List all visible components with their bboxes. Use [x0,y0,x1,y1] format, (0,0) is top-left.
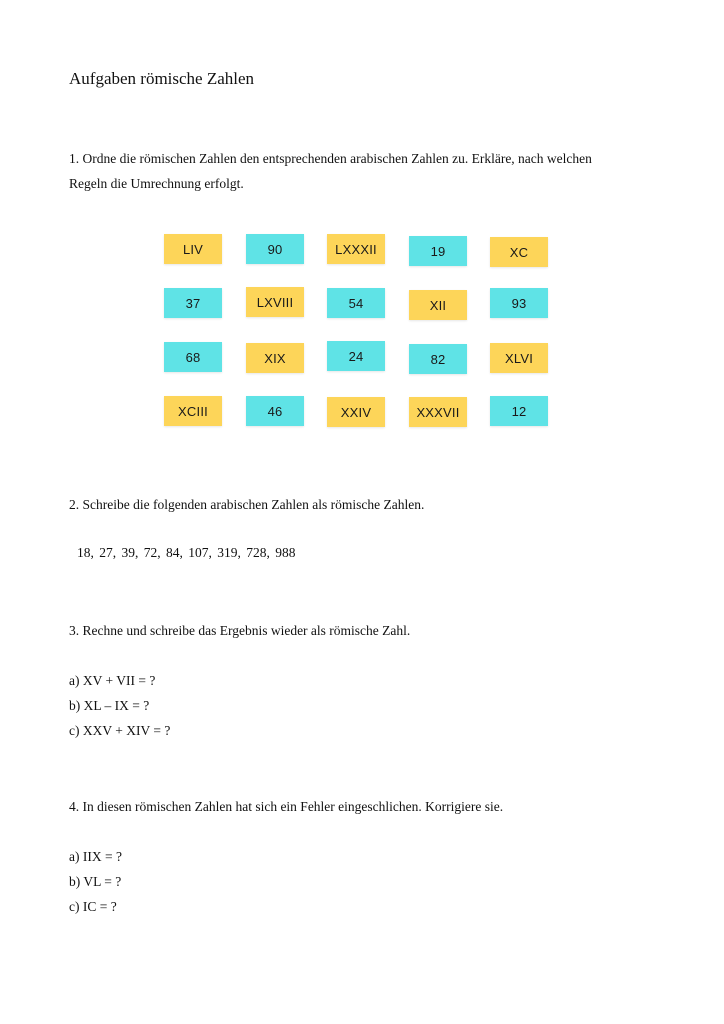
card: 24 [327,341,385,371]
card: LIV [164,234,222,264]
card: 19 [409,236,467,266]
card: XC [490,237,548,267]
card-grid [163,232,553,432]
card: 12 [490,396,548,426]
task3-item-a: a) XV + VII = ? [69,673,156,688]
card: XXXVII [409,397,467,427]
card: LXXXII [327,234,385,264]
card: XCIII [164,396,222,426]
task4-item-c: c) IC = ? [69,899,117,914]
card: 54 [327,288,385,318]
task2-heading: 2. Schreibe die folgenden arabischen Zahlen als römische Zahlen. [69,497,425,512]
card: XII [409,290,467,320]
task1-text [69,146,669,196]
card: 82 [409,344,467,374]
task4-item-a: a) IIX = ? [69,849,122,864]
card: LXVIII [246,287,304,317]
card: XXIV [327,397,385,427]
task4-heading: 4. In diesen römischen Zahlen hat sich ein Fehler eingeschlichen. Korrigiere sie. [69,799,504,814]
task2-numbers: 18, 27, 39, 72, 84, 107, 319, 728, 988 [77,545,296,560]
card: 68 [164,342,222,372]
card: 46 [246,396,304,426]
task3-item-c: c) XXV + XIV = ? [69,723,171,738]
card: XLVI [490,343,548,373]
page-title: Aufgaben römische Zahlen [69,69,255,88]
card: XIX [246,343,304,373]
card: 90 [246,234,304,264]
task1-line1: 1. Ordne die römischen Zahlen den entsprechenden arabischen Zahlen zu. Erkläre, nach welchen [69,151,592,166]
card: 37 [164,288,222,318]
task3-item-b: b) XL – IX = ? [69,698,150,713]
task3-heading: 3. Rechne und schreibe das Ergebnis wieder als römische Zahl. [69,623,411,638]
task1-line2: Regeln die Umrechnung erfolgt. [69,176,244,191]
task4-item-b: b) VL = ? [69,874,122,889]
card: 93 [490,288,548,318]
